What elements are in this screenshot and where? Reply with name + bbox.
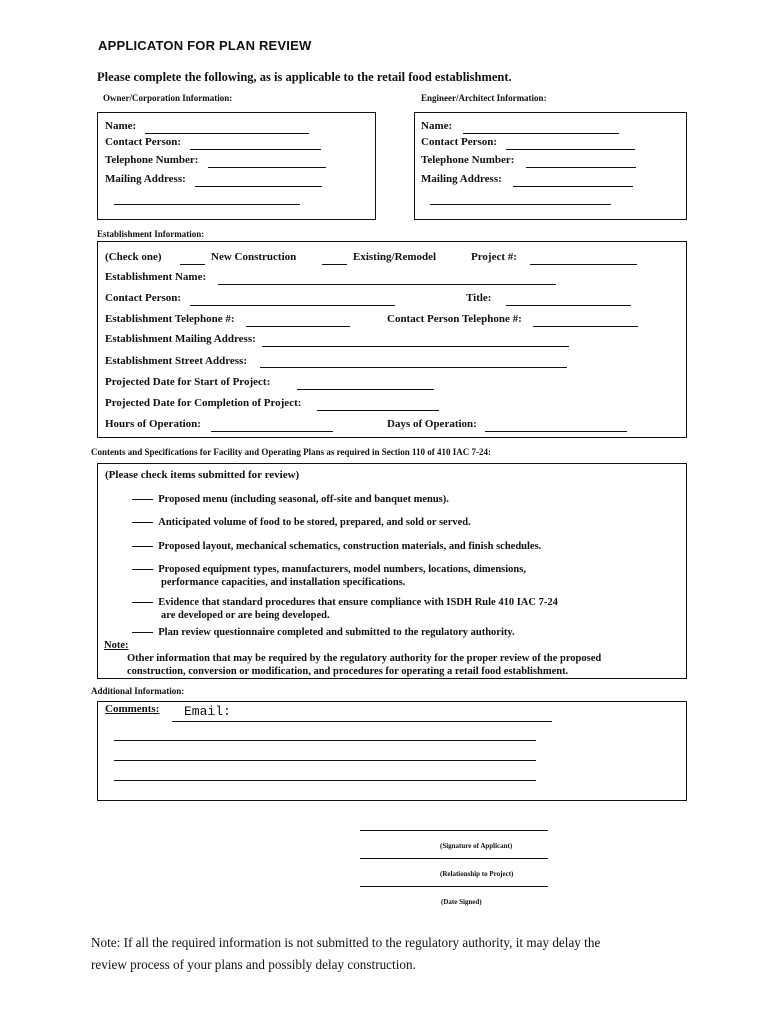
establishment-name-label: Establishment Name: [105,271,207,283]
checklist-item: Anticipated volume of food to be stored, prepared, and sold or served. [132,516,471,529]
engineer-contact-label: Contact Person: [421,136,498,148]
checklist-item: Evidence that standard procedures that ensure compliance with ISDH Rule 410 IAC 7-24 [132,596,558,609]
relationship-label: (Relationship to Project) [440,870,514,878]
comments-field-line[interactable] [114,760,536,761]
hours-field[interactable] [211,431,333,432]
contents-heading: Contents and Specifications for Facility and Operating Plans as required in Section 110 of 410 IAC 7-24: [91,447,492,457]
email-text: Email: [184,704,231,719]
owner-contact-field[interactable] [190,149,321,150]
project-number-field[interactable] [530,264,637,265]
date-signed-label: (Date Signed) [441,898,482,906]
establishment-heading: Establishment Information: [97,229,205,239]
engineer-address-field-2[interactable] [430,204,611,205]
checklist-item: Proposed layout, mechanical schematics, construction materials, and finish schedules. [132,540,541,553]
engineer-phone-field[interactable] [526,167,636,168]
project-number-label: Project #: [471,251,517,263]
comments-field-line[interactable] [114,780,536,781]
owner-address-field[interactable] [195,186,322,187]
checklist-checkbox[interactable] [132,569,153,570]
mailing-address-field[interactable] [262,346,569,347]
owner-address-label: Mailing Address: [105,173,186,185]
owner-address-field-2[interactable] [114,204,300,205]
checklist-checkbox[interactable] [132,522,153,523]
engineer-phone-label: Telephone Number: [421,154,515,166]
check-one-label: (Check one) [105,251,162,263]
engineer-name-label: Name: [421,120,453,132]
owner-contact-label: Contact Person: [105,136,182,148]
establishment-contact-label: Contact Person: [105,292,182,304]
checklist-item: Proposed equipment types, manufacturers, model numbers, locations, dimensions, [132,563,526,576]
street-address-field[interactable] [260,367,567,368]
checklist-checkbox[interactable] [132,632,153,633]
checklist-item-continued: performance capacities, and installation specifications. [161,577,406,588]
note-label: Note: [104,640,129,651]
start-date-label: Projected Date for Start of Project: [105,376,271,388]
new-construction-checkbox[interactable] [180,264,205,265]
checklist-item: Plan review questionnaire completed and submitted to the regulatory authority. [132,626,515,639]
comments-field-line[interactable] [114,740,536,741]
bottom-note-line1: Note: If all the required information is not submitted to the regulatory authority, it may delay the [91,935,601,950]
note-text-line1: Other information that may be required by the regulatory authority for the proper review of the proposed [127,653,602,664]
start-date-field[interactable] [297,389,434,390]
establishment-name-field[interactable] [218,284,556,285]
owner-name-label: Name: [105,120,137,132]
bottom-note [91,932,691,976]
mailing-address-label: Establishment Mailing Address: [105,333,256,345]
contact-phone-label: Contact Person Telephone #: [387,313,522,325]
check-items-note: (Please check items submitted for review) [105,469,300,481]
date-signed-field[interactable] [360,886,548,887]
comments-label: Comments: [105,703,160,715]
bottom-note-line2: review process of your plans and possibly delay construction. [91,957,416,972]
completion-date-label: Projected Date for Completion of Project: [105,397,302,409]
note-text-line2: construction, conversion or modification, and procedures for operating a retail food establishment. [127,666,569,677]
days-field[interactable] [485,431,627,432]
days-label: Days of Operation: [387,418,477,430]
additional-heading: Additional Information: [91,686,185,696]
signature-label: (Signature of Applicant) [440,842,513,850]
engineer-name-field[interactable] [463,133,619,134]
establishment-title-field[interactable] [506,305,631,306]
owner-name-field[interactable] [145,133,309,134]
checklist-item-continued: are developed or are being developed. [161,610,330,621]
instructions: Please complete the following, as is applicable to the retail food establishment. [97,70,512,84]
checklist-checkbox[interactable] [132,499,153,500]
comments-field-line[interactable] [172,721,552,722]
existing-remodel-checkbox[interactable] [322,264,347,265]
owner-heading: Owner/Corporation Information: [103,93,233,103]
establishment-title-label: Title: [466,292,492,304]
signature-field[interactable] [360,830,548,831]
owner-phone-field[interactable] [208,167,326,168]
establishment-phone-label: Establishment Telephone #: [105,313,235,325]
establishment-phone-field[interactable] [246,326,350,327]
existing-remodel-label: Existing/Remodel [353,251,437,263]
engineer-address-label: Mailing Address: [421,173,502,185]
establishment-contact-field[interactable] [190,305,395,306]
owner-phone-label: Telephone Number: [105,154,199,166]
page-title: APPLICATON FOR PLAN REVIEW [98,38,312,53]
hours-label: Hours of Operation: [105,418,201,430]
checklist-checkbox[interactable] [132,602,153,603]
new-construction-label: New Construction [211,251,297,263]
street-address-label: Establishment Street Address: [105,355,247,367]
checklist-item: Proposed menu (including seasonal, off-site and banquet menus). [132,493,449,506]
engineer-contact-field[interactable] [506,149,635,150]
relationship-field[interactable] [360,858,548,859]
contact-phone-field[interactable] [533,326,638,327]
completion-date-field[interactable] [317,410,439,411]
checklist-checkbox[interactable] [132,546,153,547]
engineer-heading: Engineer/Architect Information: [421,93,547,103]
engineer-address-field[interactable] [513,186,633,187]
